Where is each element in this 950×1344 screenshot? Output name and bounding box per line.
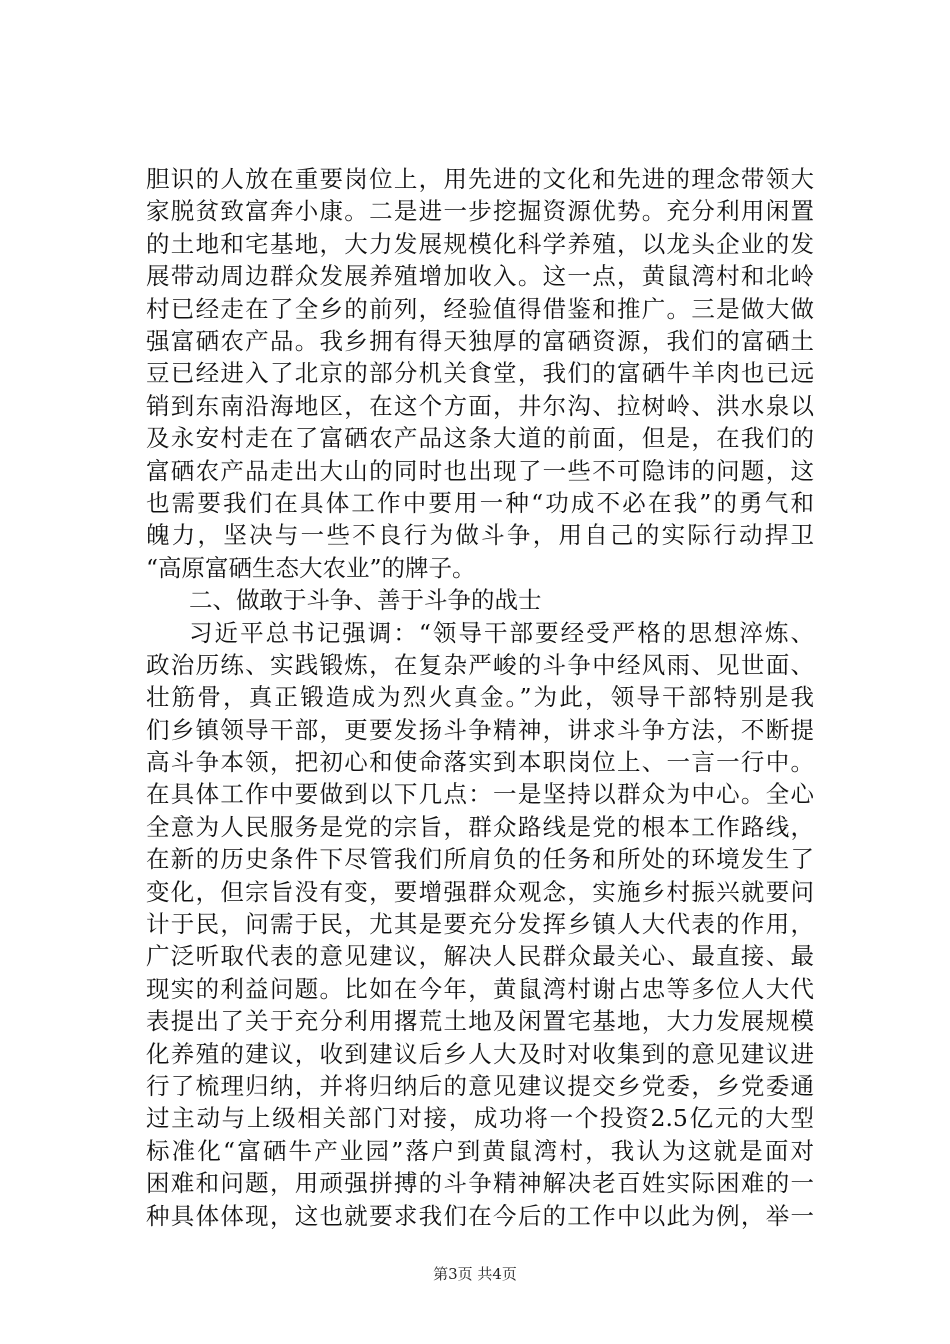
text-line-18: 们乡镇领导干部，更要发扬斗争精神，讲求斗争方法，不断提 xyxy=(146,715,814,744)
text-line-33: 种具体体现，这也就要求我们在今后的工作中以此为例，举一 xyxy=(146,1201,814,1230)
text-line-5: 村已经走在了全乡的前列，经验值得借鉴和推广。三是做大做 xyxy=(146,294,814,323)
text-line-22: 在新的历史条件下尽管我们所肩负的任务和所处的环境发生了 xyxy=(146,845,814,874)
text-line-7: 豆已经进入了北京的部分机关食堂，我们的富硒牛羊肉也已远 xyxy=(146,359,814,388)
text-line-15: 习近平总书记强调：“领导干部要经受严格的思想淬炼、 xyxy=(189,618,814,647)
text-line-11: 也需要我们在具体工作中要用一种“功成不必在我”的勇气和 xyxy=(146,488,814,517)
text-line-9: 及永安村走在了富硒农产品这条大道的前面，但是，在我们的 xyxy=(146,424,814,453)
text-line-24: 计于民，问需于民，尤其是要充分发挥乡镇人大代表的作用， xyxy=(146,910,814,939)
text-line-28: 化养殖的建议，收到建议后乡人大及时对收集到的意见建议进 xyxy=(146,1039,814,1068)
text-line-16: 政治历练、实践锻炼，在复杂严峻的斗争中经风雨、见世面、 xyxy=(146,650,814,679)
text-line-13: “高原富硒生态大农业”的牌子。 xyxy=(146,553,476,582)
text-line-6: 强富硒农产品。我乡拥有得天独厚的富硒资源，我们的富硒土 xyxy=(146,326,814,355)
text-line-19: 高斗争本领，把初心和使命落实到本职岗位上、一言一行中。 xyxy=(146,748,814,777)
text-line-3: 的土地和宅基地，大力发展规模化科学养殖，以龙头企业的发 xyxy=(146,229,814,258)
text-line-12: 魄力，坚决与一些不良行为做斗争，用自己的实际行动捍卫 xyxy=(146,521,814,550)
text-line-4: 展带动周边群众发展养殖增加收入。这一点，黄鼠湾村和北岭 xyxy=(146,262,814,291)
text-line-29: 行了梳理归纳，并将归纳后的意见建议提交乡党委，乡党委通 xyxy=(146,1072,814,1101)
text-line-2: 家脱贫致富奔小康。二是进一步挖掘资源优势。充分利用闲置 xyxy=(146,197,814,226)
text-line-17: 壮筋骨，真正锻造成为烈火真金。”为此，领导干部特别是我 xyxy=(146,683,814,712)
text-line-25: 广泛听取代表的意见建议，解决人民群众最关心、最直接、最 xyxy=(146,942,814,971)
section-heading: 二、做敢于斗争、善于斗争的战士 xyxy=(189,586,542,615)
page-number-footer: 第3页 共4页 xyxy=(433,1265,517,1283)
text-line-20: 在具体工作中要做到以下几点：一是坚持以群众为中心。全心 xyxy=(146,780,814,809)
text-line-27: 表提出了关于充分利用撂荒土地及闲置宅基地，大力发展规模 xyxy=(146,1007,814,1036)
text-line-32: 困难和问题，用顽强拼搏的斗争精神解决老百姓实际困难的一 xyxy=(146,1169,814,1198)
text-line-1: 胆识的人放在重要岗位上，用先进的文化和先进的理念带领大 xyxy=(146,165,814,193)
text-line-31: 标准化“富硒牛产业园”落户到黄鼠湾村，我认为这就是面对 xyxy=(146,1136,814,1165)
text-line-26: 现实的利益问题。比如在今年，黄鼠湾村谢占忠等多位人大代 xyxy=(146,974,814,1003)
text-line-23: 变化，但宗旨没有变，要增强群众观念，实施乡村振兴就要问 xyxy=(146,877,814,906)
text-line-30: 过主动与上级相关部门对接，成功将一个投资2.5亿元的大型 xyxy=(146,1104,814,1133)
text-line-21: 全意为人民服务是党的宗旨，群众路线是党的根本工作路线， xyxy=(146,812,814,841)
text-line-10: 富硒农产品走出大山的同时也出现了一些不可隐讳的问题，这 xyxy=(146,456,814,485)
text-line-8: 销到东南沿海地区，在这个方面，井尔沟、拉树岭、洪水泉以 xyxy=(146,391,814,420)
